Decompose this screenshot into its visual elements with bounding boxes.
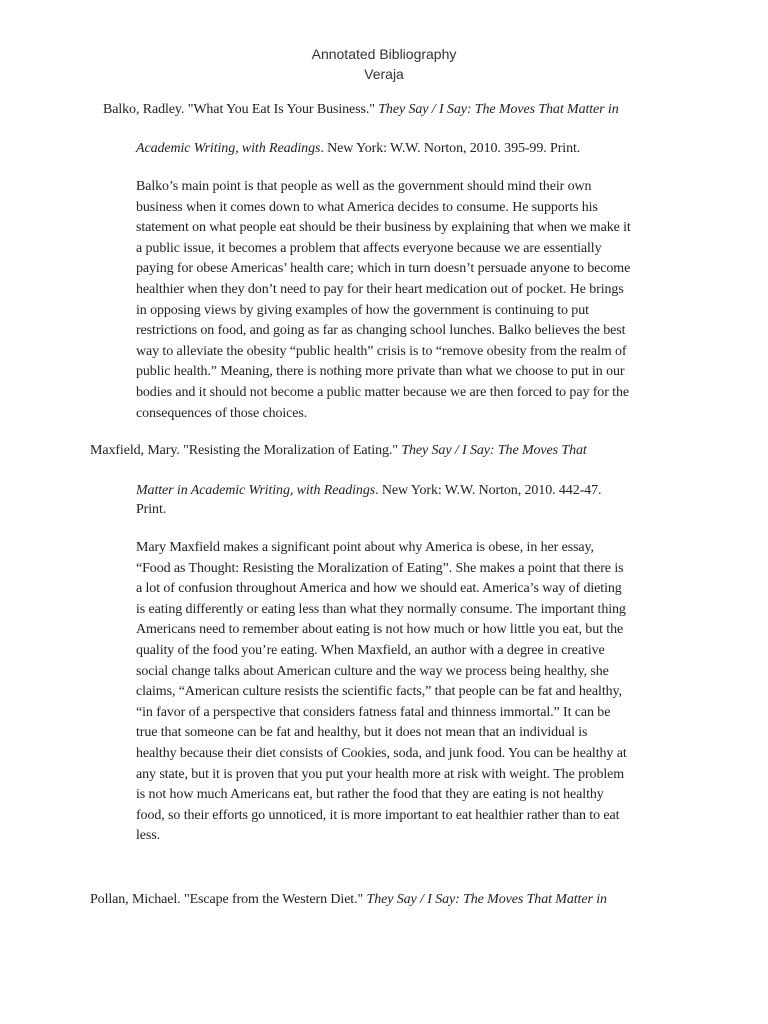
annotation-line: a lot of confusion throughout America and how we should eat. America’s way of dieting	[136, 581, 622, 597]
document-author: Veraja	[364, 66, 404, 82]
citation-title: "Escape from the Western Diet."	[183, 892, 367, 907]
annotation-line: “in favor of a perspective that considers fatness fatal and thinness immortal.” It can be	[136, 704, 611, 720]
citation-2-line-2	[136, 481, 601, 501]
annotation-1	[136, 177, 684, 424]
annotation-line: in opposing views by giving examples of how the government is continuing to put	[136, 302, 589, 318]
citation-book: Academic Writing, with Readings	[136, 141, 321, 156]
annotation-line: public health.” Meaning, there is nothing more private than what we choose to put in our	[136, 364, 625, 380]
annotation-line: “Food as Thought: Resisting the Moralization of Eating”. She makes a point that there is	[136, 560, 624, 576]
annotation-line: true that someone can be fat and healthy, but it does not mean that an individual is	[136, 725, 588, 741]
annotation-line: a public issue, it becomes a problem that affects everyone because we are essentially	[136, 240, 602, 256]
citation-author: Pollan, Michael.	[90, 892, 184, 907]
citation-author: Maxfield, Mary.	[90, 443, 184, 458]
citation-publication: . New York: W.W. Norton, 2010. 442-47.	[375, 483, 602, 498]
annotation-line: any state, but it is proven that you put your health more at risk with weight. The problem	[136, 766, 625, 782]
annotation-line: food, so their efforts go unnoticed, it is more important to eat healthier rather than to eat	[136, 807, 620, 823]
citation-2-line-1	[90, 441, 587, 461]
annotation-line: social change talks about American culture and the way we process being healthy, she	[136, 663, 609, 679]
citation-book: They Say / I Say: The Moves That	[401, 443, 587, 458]
annotation-line: less.	[136, 828, 161, 844]
citation-publication: Print.	[136, 502, 167, 517]
annotation-line: consequences of those choices.	[136, 405, 308, 421]
annotation-line: statement on what people eat should be their business by explaining that when we make it	[136, 220, 631, 236]
annotation-line: claims, “American culture resists the scientific facts,” that people can be fat and healthy,	[136, 684, 622, 700]
citation-book: Matter in Academic Writing, with Readings	[136, 483, 376, 498]
document-title: Annotated Bibliography	[311, 46, 457, 62]
annotation-2	[136, 538, 684, 847]
annotation-line: way to alleviate the obesity “public health” crisis is to “remove obesity from the realm of	[136, 343, 627, 359]
annotation-line: is eating differently or eating less than what they normally consume. The important thing	[136, 601, 626, 617]
citation-title: "What You Eat Is Your Business."	[187, 102, 379, 117]
annotation-line: is not how much Americans eat, but rather the food that they are eating is not healthy	[136, 787, 604, 803]
annotation-line: bodies and it should not become a public matter because we are then forced to pay for the	[136, 384, 629, 400]
annotation-line: paying for obese Americas’ health care; which in turn doesn’t persuade anyone to become	[136, 261, 631, 277]
annotation-line: Balko’s main point is that people as well as the government should mind their own	[136, 179, 592, 194]
citation-book: They Say / I Say: The Moves That Matter in	[378, 102, 619, 117]
citation-1-line-1	[103, 100, 619, 120]
annotation-line: business when it comes down to what America decides to consume. He supports his	[136, 199, 598, 215]
annotation-line: healthy because their diet consists of Cookies, soda, and junk food. You can be healthy at	[136, 745, 627, 761]
annotation-line: healthier when they don’t need to pay for their heart medication out of pocket. He brings	[136, 281, 624, 297]
document-header	[0, 44, 768, 84]
annotation-line: Americans need to remember about eating is not how much or how little you eat, but the	[136, 622, 624, 638]
citation-1-line-2	[136, 139, 580, 159]
citation-author: Balko, Radley.	[103, 102, 188, 117]
annotation-line: Mary Maxfield makes a significant point about why America is obese, in her essay,	[136, 540, 594, 555]
citation-3-line-1	[90, 890, 607, 910]
citation-book: They Say / I Say: The Moves That Matter in	[366, 892, 607, 907]
annotation-line: quality of the food you’re eating. When Maxfield, an author with a degree in creative	[136, 642, 605, 658]
citation-2-line-3	[136, 500, 166, 520]
citation-publication: . New York: W.W. Norton, 2010. 395-99. Print.	[320, 141, 581, 156]
citation-title: "Resisting the Moralization of Eating."	[183, 443, 402, 458]
annotation-line: restrictions on food, and going as far as changing school lunches. Balko believes the best	[136, 323, 626, 339]
